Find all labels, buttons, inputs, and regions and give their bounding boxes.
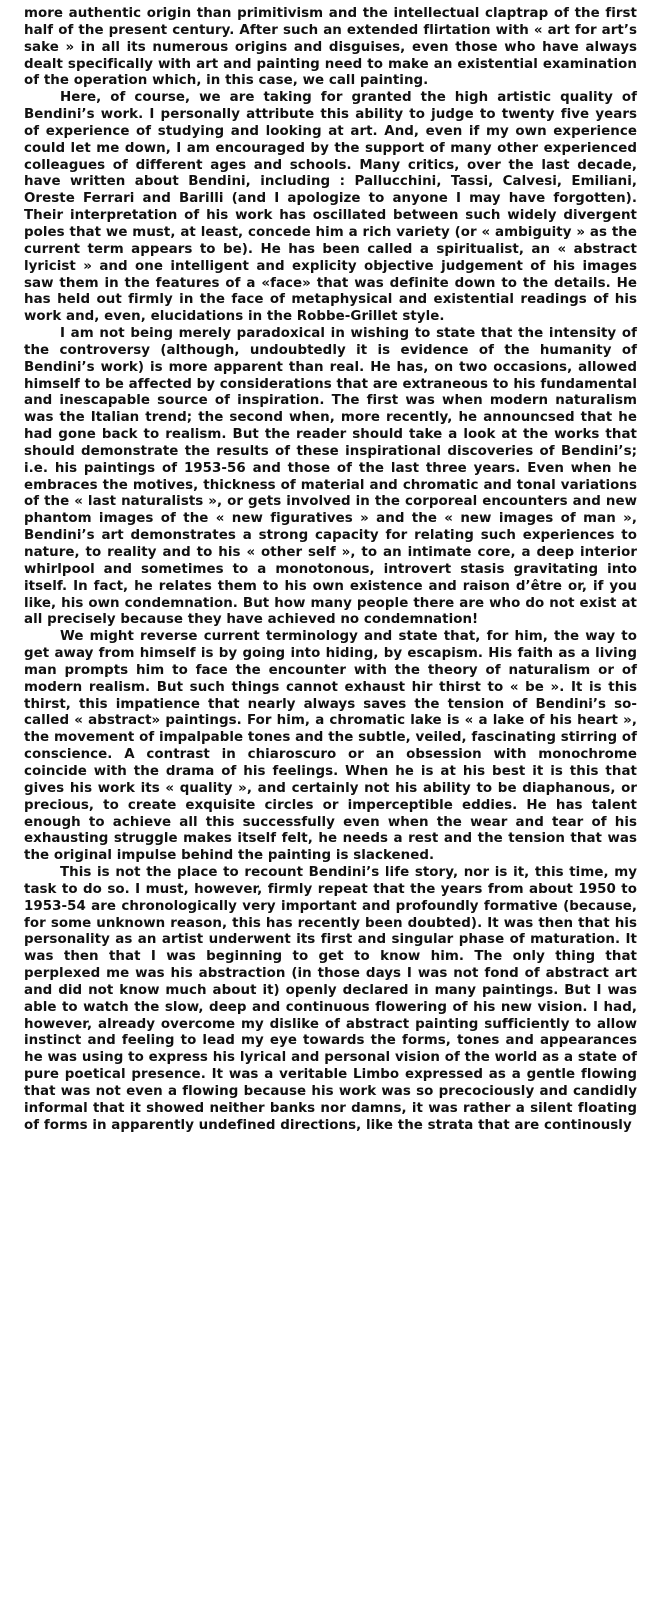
paragraph-2: Here, of course, we are taking for granted the high artistic quality of Bendini’s work. I personally attribute this ability to judge to twenty five years of experience of studying and looking at art. And, even if my own experience could let me down, I am encouraged by the support of many other experienced colleagues of different ages and schools. Many critics, over the last decade, have written about Bendini, including : Pallucchini, Tassi, Calvesi, Emiliani, Oreste Ferrari and Barilli (and I apologize to anyone I may have forgotten). Their interpretation of his work has oscillated between such widely divergent poles that we must, at least, concede him a rich variety (or « ambiguity » as the current term appears to be). He has been called a spiritualist, an « abstract lyricist » and one intelligent and explicity objective judgement of his images saw them in the features of a «face» that was definite down to the details. He has held out firmly in the face of metaphysical and existential readings of his work and, even, elucidations in the Robbe-Grillet style.	[24, 90, 637, 325]
paragraph-4: We might reverse current terminology and state that, for him, the way to get away from himself is by going into hiding, by escapism. His faith as a living man prompts him to face the encounter with the theory of naturalism or of modern realism. But such things cannot exhaust hir thirst to « be ». It is this thirst, this impatience that nearly always saves the tension of Bendini’s so-called « abstract» paintings. For him, a chromatic lake is « a lake of his heart », the movement of impalpable tones and the subtle, veiled, fascinating stirring of conscience. A contrast in chiaroscuro or an obsession with monochrome coincide with the drama of his feelings. When he is at his best it is this that gives his work its « quality », and certainly not his ability to be diaphanous, or precious, to create exquisite circles or imperceptible eddies. He has talent enough to achieve all this successfully even when the wear and tear of his exhausting struggle makes itself felt, he needs a rest and the tension that was the original impulse behind the painting is slackened.	[24, 629, 637, 864]
paragraph-3: I am not being merely paradoxical in wishing to state that the intensity of the controversy (although, undoubtedly it is evidence of the humanity of Bendini’s work) is more apparent than real. He has, on two occasions, allowed himself to be affected by considerations that are extraneous to his fundamental and inescapable source of inspiration. The first was when modern naturalism was the Italian trend; the second when, more recently, he announcsed that he had gone back to realism. But the reader should take a look at the works that should demonstrate the results of these inspirational discoveries of Bendini’s; i.e. his paintings of 1953-56 and those of the last three years. Even when he embraces the motives, thickness of material and chromatic and tonal variations of the « last naturalists », or gets involved in the corporeal encounters and new phantom images of the « new figuratives » and the « new images of man », Bendini’s art demonstrates a strong capacity for relating such experiences to nature, to reality and to his « other self », to an intimate core, a deep interior whirlpool and sometimes to a monotonous, introvert stasis gravitating into itself. In fact, he relates them to his own existence and raison d’être or, if you like, his own condemnation. But how many people there are who do not exist at all precisely because they have achieved no condemnation!	[24, 326, 637, 628]
paragraph-1: more authentic origin than primitivism and the intellectual claptrap of the first half of the present century. After such an extended flirtation with « art for art’s sake » in all its numerous origins and disguises, even those who have always dealt specifically with art and painting need to make an existential examination of the operation which, in this case, we call painting.	[24, 6, 637, 89]
paragraph-5: This is not the place to recount Bendini’s life story, nor is it, this time, my task to do so. I must, however, firmly repeat that the years from about 1950 to 1953-54 are chronologically very important and profoundly formative (because, for some unknown reason, this has recently been doubted). It was then that his personality as an artist underwent its first and singular phase of maturation. It was then that I was beginning to get to know him. The only thing that perplexed me was his abstraction (in those days I was not fond of abstract art and did not know much about it) openly declared in many paintings. But I was able to watch the slow, deep and continuous flowering of his new vision. I had, however, already overcome my dislike of abstract painting sufficiently to allow instinct and feeling to lead my eye towards the forms, tones and appearances he was using to express his lyrical and personal vision of the world as a state of pure poetical presence. It was a veritable Limbo expressed as a gentle flowing that was not even a flowing because his work was so precociously and candidly informal that it showed neither banks nor damns, it was rather a silent floating of forms in apparently undefined directions, like the strata that are continously	[24, 865, 637, 1133]
document-page	[24, 6, 637, 1135]
